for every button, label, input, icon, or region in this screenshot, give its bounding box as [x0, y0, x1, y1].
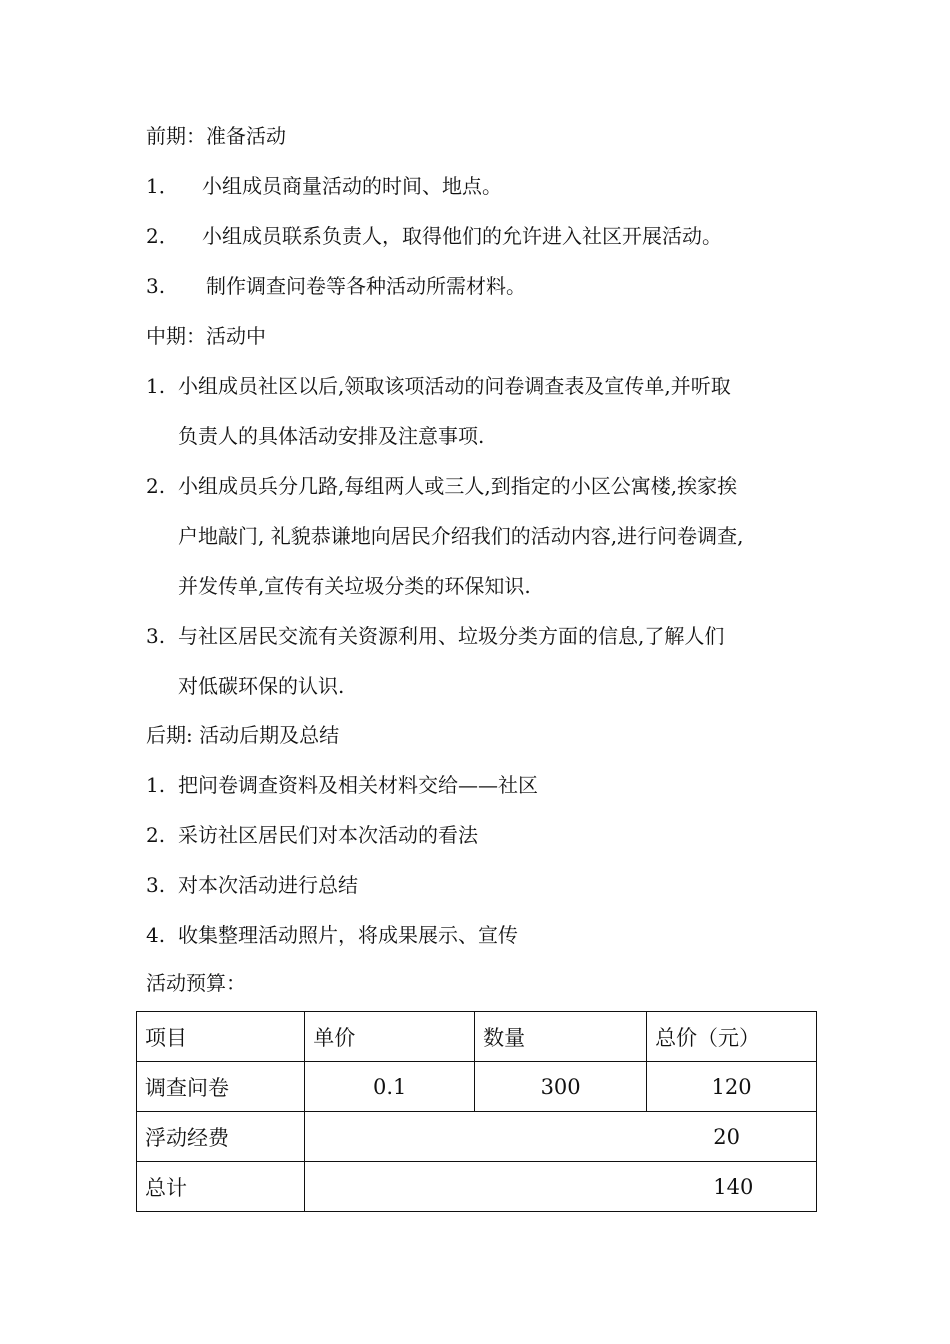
table-header-row	[137, 1012, 817, 1062]
table-cell: 300	[475, 1062, 647, 1112]
item-number: 3.	[146, 873, 166, 897]
section-heading-middle: 中期：活动中	[146, 324, 266, 348]
item-number: 1.	[146, 374, 166, 398]
item-number: 4.	[146, 923, 166, 947]
item-number: 2.	[146, 823, 166, 847]
item-text: 制作调查问卷等各种活动所需材料。	[206, 274, 526, 298]
item-text: 对本次活动进行总结	[178, 873, 358, 897]
section-heading-early: 前期：准备活动	[146, 124, 286, 148]
table-cell: 20	[305, 1112, 817, 1162]
item-number: 3.	[146, 624, 166, 648]
table-cell: 120	[647, 1062, 817, 1112]
item-text: 小组成员社区以后,领取该项活动的问卷调查表及宣传单,并听取	[178, 374, 731, 398]
item-number: 2．	[146, 224, 179, 248]
item-text: 收集整理活动照片，将成果展示、宣传	[178, 923, 518, 947]
item-text: 小组成员联系负责人，取得他们的允许进入社区开展活动。	[202, 224, 722, 248]
table-cell: 140	[305, 1162, 817, 1212]
list-item	[146, 223, 722, 249]
list-item	[146, 373, 731, 399]
section-heading-late: 后期: 活动后期及总结	[146, 723, 340, 747]
list-item	[146, 922, 518, 948]
item-number: 1．	[146, 174, 179, 198]
item-text: 小组成员商量活动的时间、地点。	[202, 174, 502, 198]
table-header-cell: 项目	[137, 1012, 305, 1062]
item-text: 把问卷调查资料及相关材料交给——社区	[178, 773, 538, 797]
item-text: 采访社区居民们对本次活动的看法	[178, 823, 478, 847]
table-row	[137, 1112, 817, 1162]
table-header-cell: 单价	[305, 1012, 475, 1062]
list-item	[146, 473, 737, 499]
list-item	[146, 872, 358, 898]
item-number: 2.	[146, 474, 166, 498]
item-text-continued: 户地敲门, 礼貌恭谦地向居民介绍我们的活动内容,进行问卷调查,	[178, 524, 744, 548]
item-text-continued: 对低碳环保的认识.	[178, 674, 345, 698]
table-cell: 浮动经费	[137, 1112, 305, 1162]
list-item	[146, 623, 724, 649]
item-text-continued: 负责人的具体活动安排及注意事项.	[178, 424, 485, 448]
item-number: 3.	[146, 274, 166, 298]
item-number: 1.	[146, 773, 166, 797]
list-item	[146, 822, 478, 848]
budget-heading: 活动预算：	[146, 971, 246, 995]
table-header-cell: 数量	[475, 1012, 647, 1062]
list-item	[146, 173, 502, 199]
table-cell: 总计	[137, 1162, 305, 1212]
item-text-continued: 并发传单,宣传有关垃圾分类的环保知识.	[178, 574, 531, 598]
list-item	[146, 772, 538, 798]
table-row	[137, 1162, 817, 1212]
budget-table	[136, 1011, 817, 1212]
list-item	[146, 273, 526, 299]
table-row	[137, 1062, 817, 1112]
table-header-cell: 总价（元）	[647, 1012, 817, 1062]
table-cell: 0.1	[305, 1062, 475, 1112]
item-text: 小组成员兵分几路,每组两人或三人,到指定的小区公寓楼,挨家挨	[178, 474, 738, 498]
table-cell: 调查问卷	[137, 1062, 305, 1112]
item-text: 与社区居民交流有关资源利用、垃圾分类方面的信息,了解人们	[178, 624, 725, 648]
